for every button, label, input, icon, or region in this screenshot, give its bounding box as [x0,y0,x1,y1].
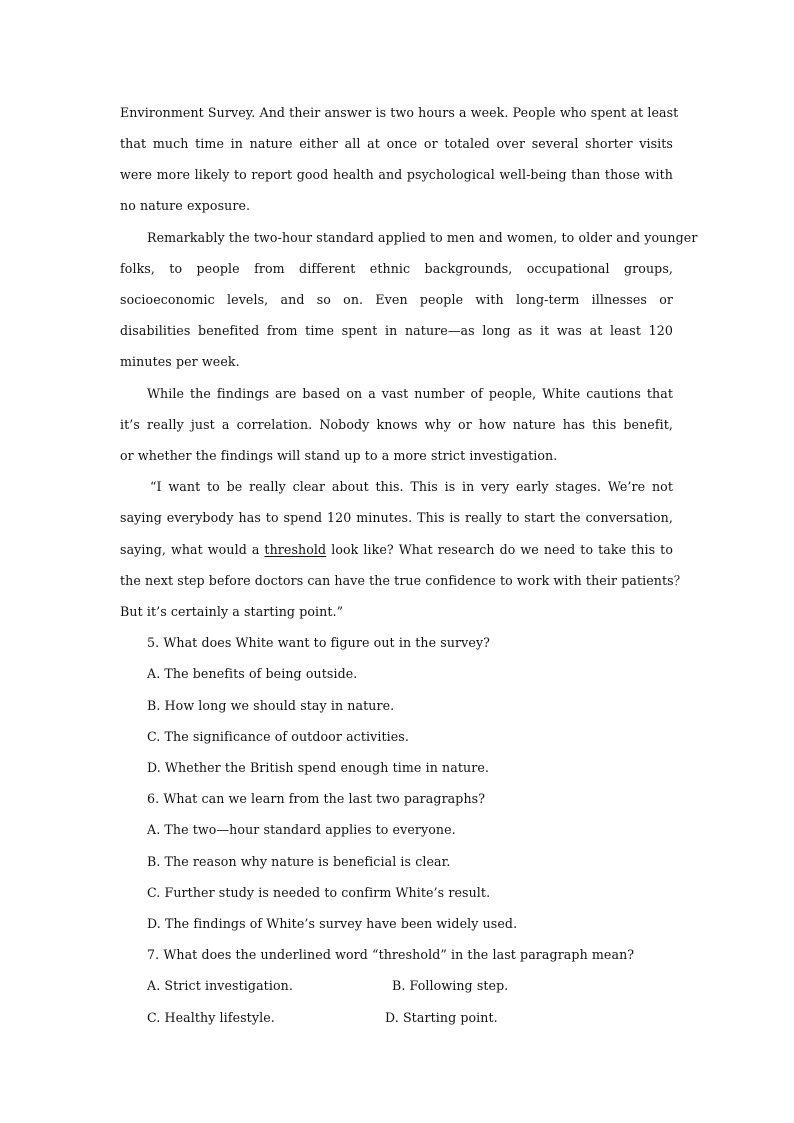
question-6-option-d: D. The findings of White’s survey have been widely used. [147,916,518,931]
question-7-option-b: B. Following step. [392,978,509,993]
question-7-option-c: C. Healthy lifestyle. [147,1010,275,1025]
underlined-word-threshold: threshold [264,542,327,557]
passage-line: “I want to be really clear about this. This is in very early stages. We’re not [150,479,673,494]
question-7-stem: 7. What does the underlined word “threshold” in the last paragraph mean? [147,947,635,962]
question-6-option-b: B. The reason why nature is beneficial is clear. [147,854,451,869]
question-5-option-d: D. Whether the British spend enough time in nature. [147,760,489,775]
passage-line: folks, to people from different ethnic backgrounds, occupational groups, [120,261,673,276]
question-7-option-d: D. Starting point. [385,1010,498,1025]
question-7-option-a: A. Strict investigation. [147,978,293,993]
passage-text: saying, what would a [120,542,265,557]
passage-line: saying everybody has to spend 120 minutes. This is really to start the conversation, [120,510,673,525]
passage-line: disabilities benefited from time spent in nature—as long as it was at least 120 [120,323,673,338]
passage-line: no nature exposure. [120,198,251,213]
passage-line: Environment Survey. And their answer is two hours a week. People who spent at least [120,105,679,120]
question-5-option-c: C. The significance of outdoor activities. [147,729,409,744]
question-5-stem: 5. What does White want to figure out in the survey? [147,635,491,650]
passage-line: were more likely to report good health and psychological well-being than those with [120,167,673,182]
question-6-stem: 6. What can we learn from the last two paragraphs? [147,791,486,806]
passage-line: that much time in nature either all at once or totaled over several shorter visits [120,136,673,151]
passage-line: it’s really just a correlation. Nobody knows why or how nature has this benefit, [120,417,673,432]
question-6-option-c: C. Further study is needed to confirm White’s result. [147,885,491,900]
passage-line: the next step before doctors can have the true confidence to work with their patients？ [120,573,687,588]
passage-line: minutes per week. [120,354,240,369]
passage-text: look like? What research do we need to take this to [326,542,673,557]
passage-line [120,542,673,558]
passage-line: or whether the findings will stand up to a more strict investigation. [120,448,558,463]
passage-line: While the findings are based on a vast number of people, White cautions that [147,386,673,401]
passage-line: But it’s certainly a starting point.” [120,604,344,619]
question-5-option-a: A. The benefits of being outside. [147,666,358,681]
passage-line: Remarkably the two-hour standard applied to men and women, to older and younger [147,230,698,245]
question-5-option-b: B. How long we should stay in nature. [147,698,395,713]
question-6-option-a: A. The two—hour standard applies to everyone. [147,822,456,837]
passage-line: socioeconomic levels, and so on. Even people with long-term illnesses or [120,292,673,307]
